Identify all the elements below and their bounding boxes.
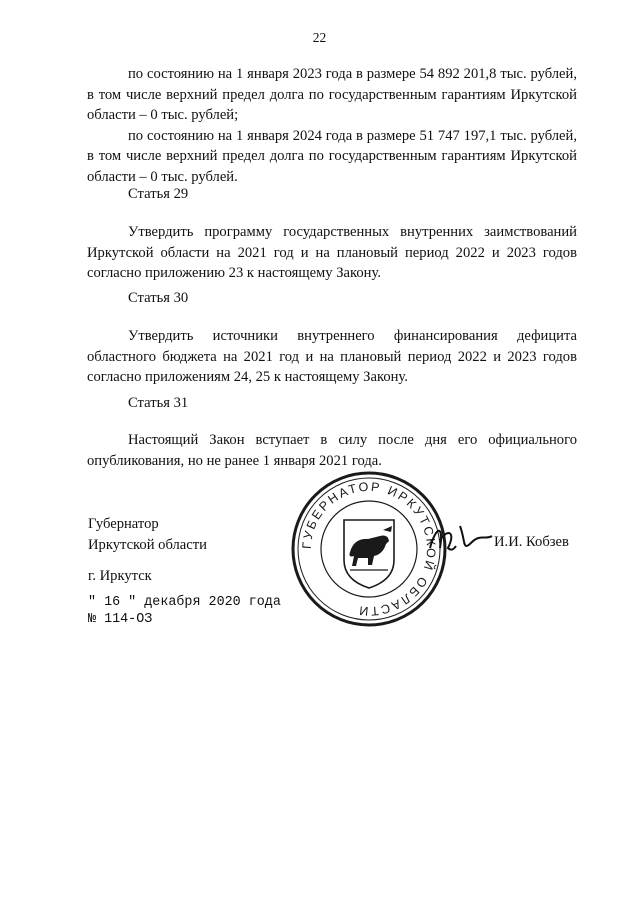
city-line: г. Иркутск bbox=[88, 568, 152, 584]
debt-limit-paragraphs bbox=[87, 64, 577, 188]
article-31-heading: Статья 31 bbox=[128, 395, 189, 411]
law-number-line: № 114-ОЗ bbox=[88, 612, 153, 627]
article-30-heading: Статья 30 bbox=[128, 290, 189, 306]
page-number: 22 bbox=[312, 30, 327, 45]
governor-title-line1: Губернатор bbox=[88, 516, 159, 532]
article-31-text-block bbox=[87, 430, 577, 471]
paragraph-2024: по состоянию на 1 января 2024 года в размере 51 747 197,1 тыс. рублей, в том числе верхний предел долга по государственным гарантиям Иркутской области – 0 тыс. рублей. bbox=[87, 127, 577, 185]
governor-title-line2: Иркутской области bbox=[88, 536, 207, 553]
article-31-text: Настоящий Закон вступает в силу после дня его официального опубликования, но не ранее 1 января 2021 года. bbox=[87, 432, 577, 469]
signer-name: И.И. Кобзев bbox=[494, 534, 569, 550]
article-29-text: Утвердить программу государственных внутренних заимствований Иркутской области на 2021 год и на плановый период 2022 и 2023 годов согласно приложению 23 к настоящему Закону. bbox=[87, 224, 577, 282]
article-29-text-block bbox=[87, 222, 577, 284]
seal-text: ГУБЕРНАТОР ИРКУТСКОЙ ОБЛАСТИ bbox=[299, 479, 439, 619]
handwritten-signature bbox=[426, 518, 496, 558]
article-30-text-block bbox=[87, 326, 577, 388]
date-line: " 16 " декабря 2020 года bbox=[88, 595, 281, 610]
article-29-heading: Статья 29 bbox=[128, 186, 189, 202]
article-30-text: Утвердить источники внутреннего финансирования дефицита областного бюджета на 2021 год и на плановый период 2022 и 2023 годов согласно приложениям 24, 25 к настоящему Закону. bbox=[87, 328, 577, 386]
paragraph-2023: по состоянию на 1 января 2023 года в размере 54 892 201,8 тыс. рублей, в том числе верхний предел долга по государственным гарантиям Иркутской области – 0 тыс. рублей; bbox=[87, 66, 577, 124]
governor-title bbox=[88, 514, 207, 555]
